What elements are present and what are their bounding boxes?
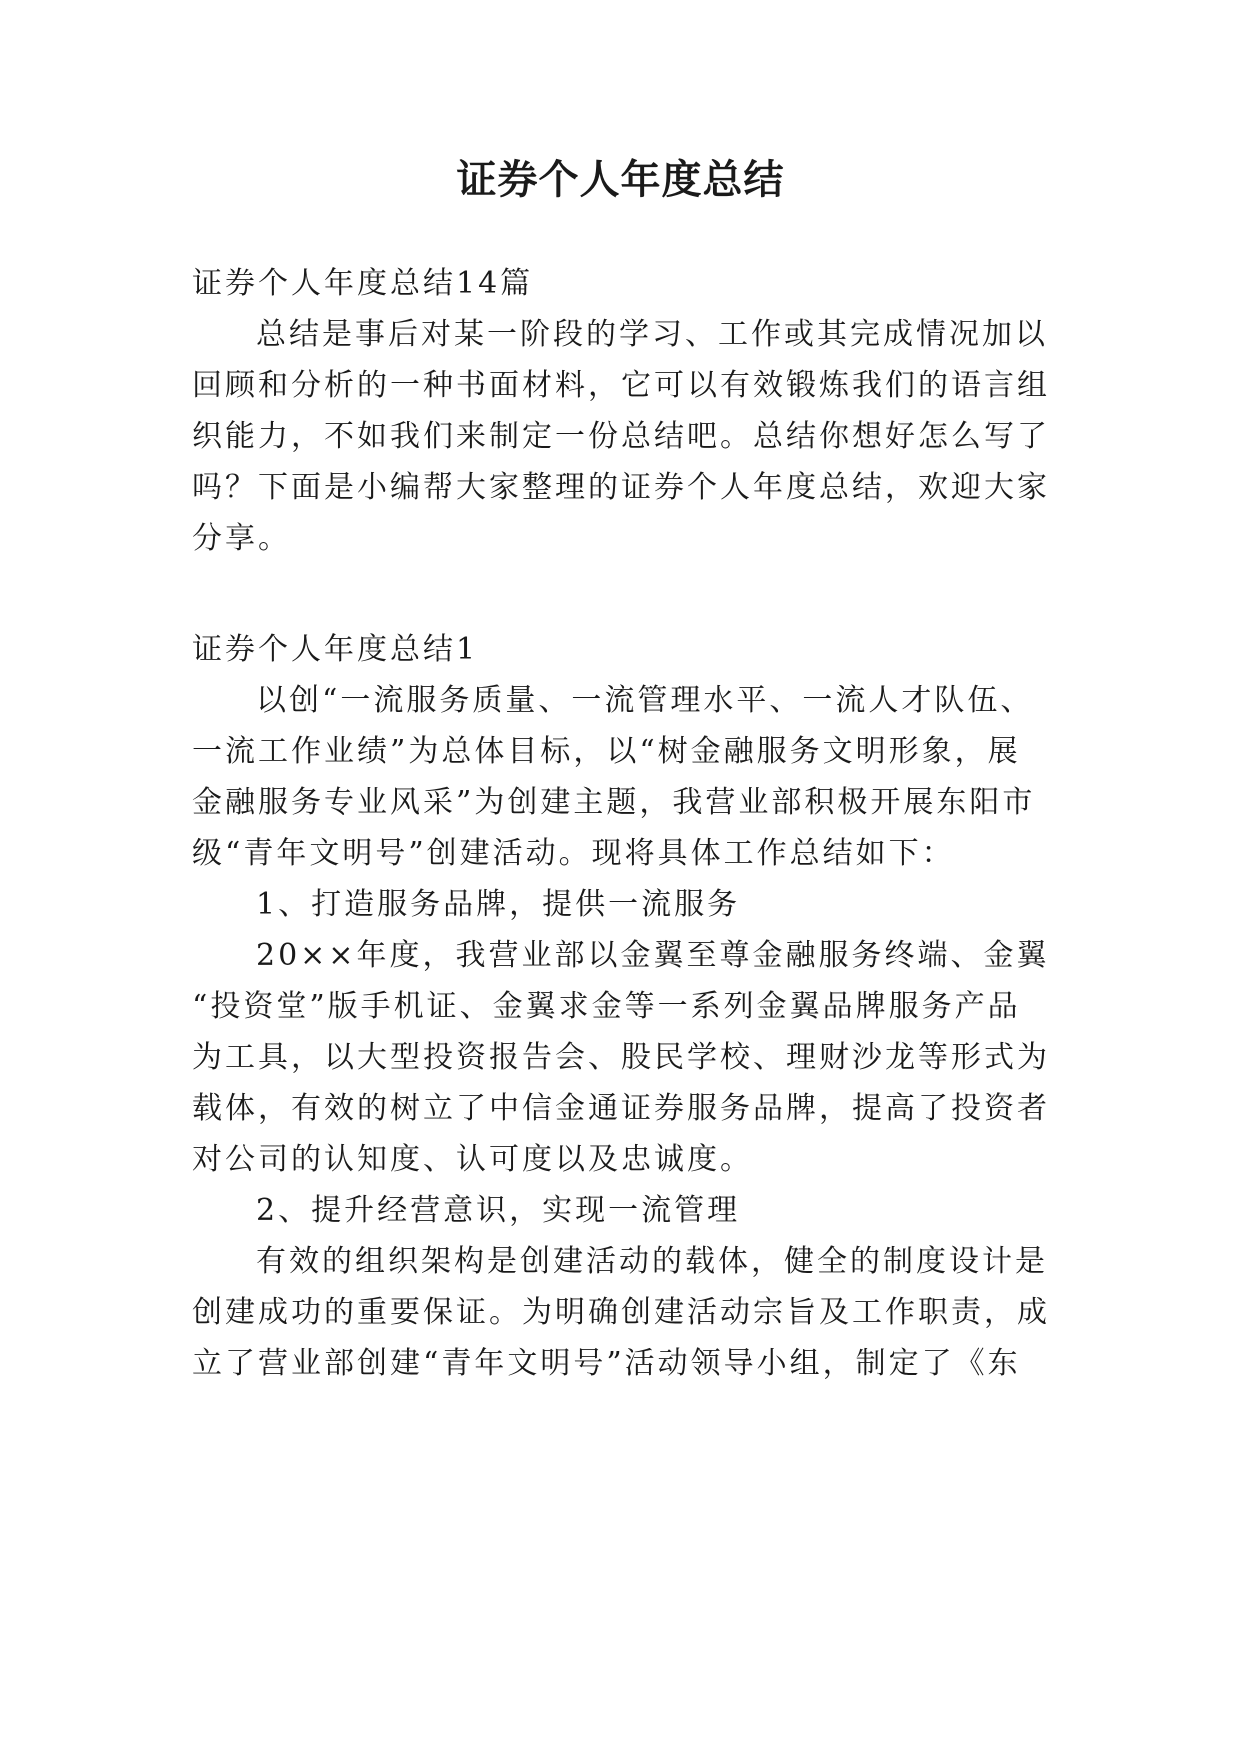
section1-paragraph-line: 一流工作业绩”为总体目标，以“树金融服务文明形象，展 <box>192 734 1021 769</box>
intro-paragraph-line: 分享。 <box>192 521 291 556</box>
paragraph-line: 对公司的认知度、认可度以及忠诚度。 <box>192 1142 753 1177</box>
paragraph-line: 20××年度，我营业部以金翼至尊金融服务终端、金翼 <box>256 938 1050 973</box>
paragraph-line: 载体，有效的树立了中信金通证券服务品牌，提高了投资者 <box>192 1091 1050 1126</box>
subheading: 1、打造服务品牌，提供一流服务 <box>256 887 741 922</box>
paragraph-line: 有效的组织架构是创建活动的载体，健全的制度设计是 <box>256 1244 1048 1279</box>
section1-paragraph-line: 级“青年文明号”创建活动。现将具体工作总结如下： <box>192 836 955 871</box>
section-heading: 证券个人年度总结1 <box>192 632 479 667</box>
paragraph-line: “投资堂”版手机证、金翼求金等一系列金翼品牌服务产品 <box>192 989 1021 1024</box>
intro-heading: 证券个人年度总结14篇 <box>192 266 534 301</box>
paragraph-line: 创建成功的重要保证。为明确创建活动宗旨及工作职责，成 <box>192 1295 1050 1330</box>
section1-paragraph-line: 金融服务专业风采”为创建主题，我营业部积极开展东阳市 <box>192 785 1036 820</box>
paragraph-line: 为工具，以大型投资报告会、股民学校、理财沙龙等形式为 <box>192 1040 1050 1075</box>
subheading: 2、提升经营意识，实现一流管理 <box>256 1193 741 1228</box>
intro-paragraph-line: 织能力，不如我们来制定一份总结吧。总结你想好怎么写了 <box>192 419 1050 454</box>
intro-paragraph-line: 吗？下面是小编帮大家整理的证券个人年度总结，欢迎大家 <box>192 470 1050 505</box>
intro-paragraph-line: 回顾和分析的一种书面材料，它可以有效锻炼我们的语言组 <box>192 368 1050 403</box>
section1-paragraph-line: 以创“一流服务质量、一流管理水平、一流人才队伍、 <box>256 683 1034 718</box>
intro-paragraph-line: 总结是事后对某一阶段的学习、工作或其完成情况加以 <box>256 317 1048 352</box>
paragraph-line: 立了营业部创建“青年文明号”活动领导小组，制定了《东 <box>192 1346 1021 1381</box>
document-title: 证券个人年度总结 <box>456 156 785 203</box>
